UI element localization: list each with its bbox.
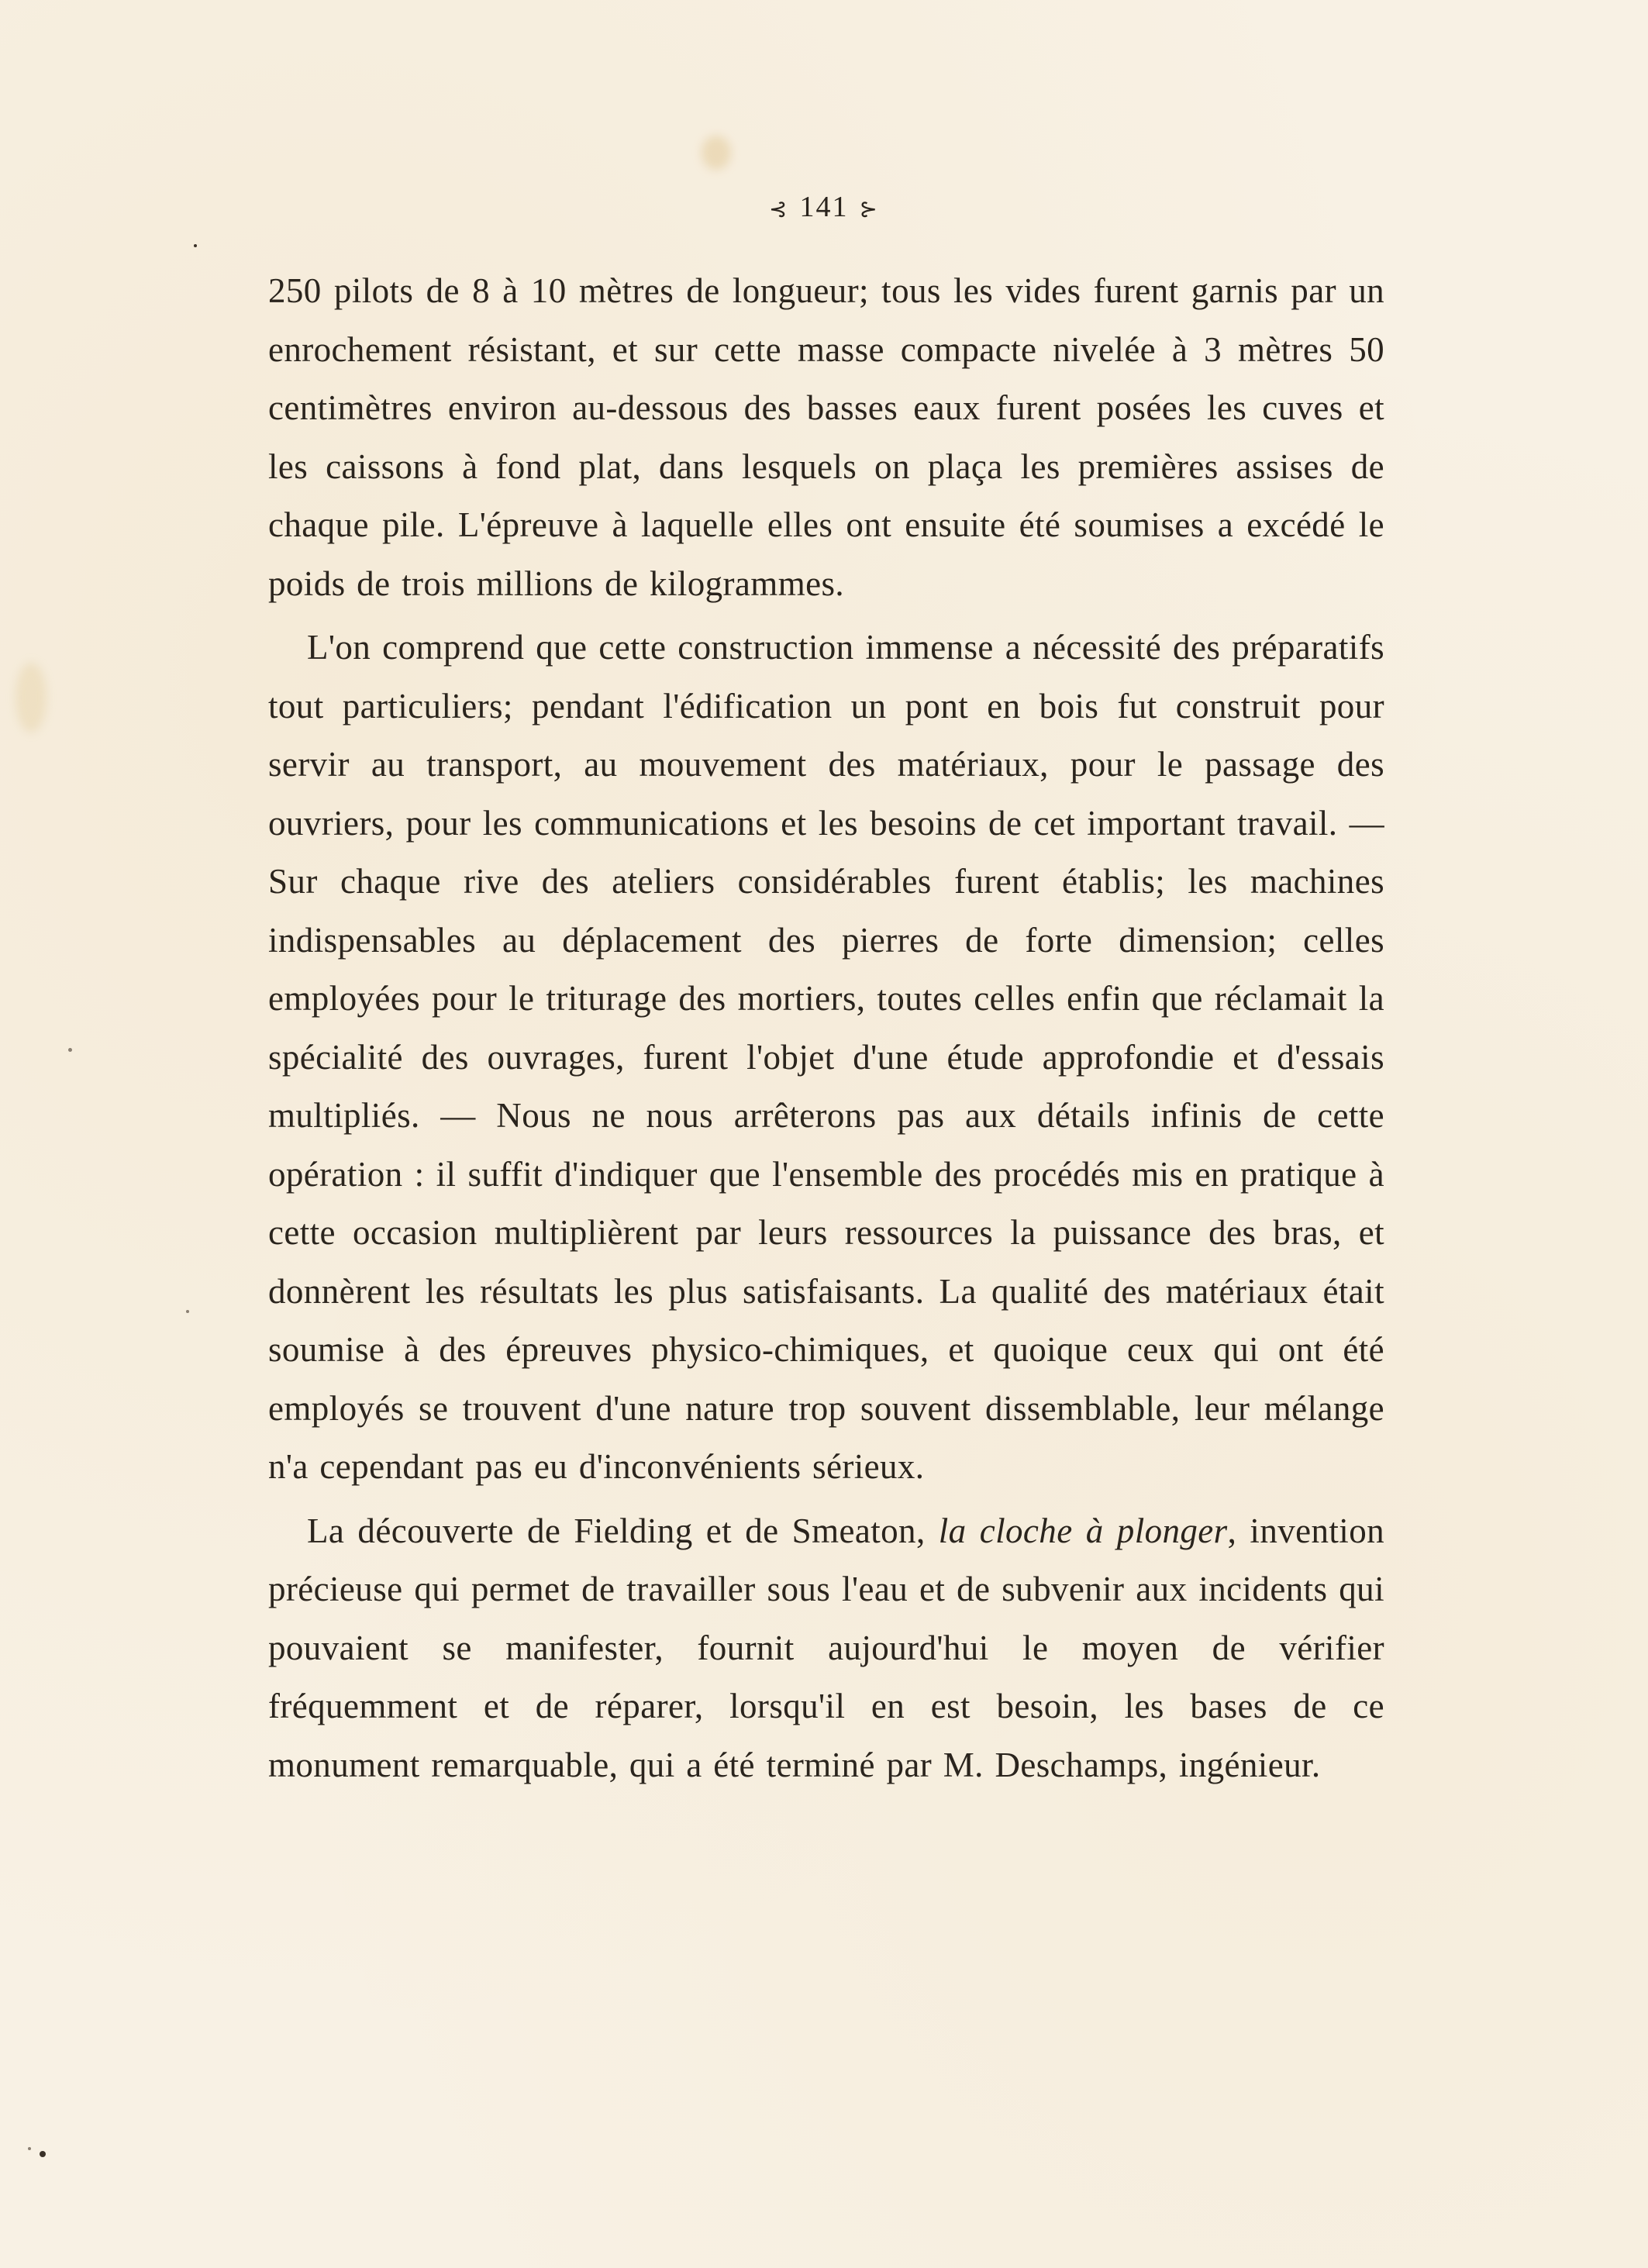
paper-speck [40, 2151, 46, 2157]
ornament-right-icon: ⊱ [859, 198, 879, 222]
paper-stain [702, 136, 731, 170]
paragraph-2 [268, 619, 1384, 1497]
page-number: 141 [799, 191, 849, 223]
page-header [0, 190, 1648, 224]
paper-stain [16, 663, 47, 732]
paragraph-text: , invention précieuse qui permet de travailler sous l'eau et de subvenir aux incidents qui pouvaient se manifester, fournit aujourd'hui le moyen de vérifier fréquemment et de réparer, lorsqu'il en est besoin, les bases de ce monument remarquable, qui a été terminé par M. Deschamps, ingénieur. [268, 1511, 1385, 1784]
paragraph-text: La découverte de Fielding et de Smeaton, [307, 1511, 939, 1550]
paragraph-3 [268, 1502, 1384, 1795]
paragraph-text: 250 pilots de 8 à 10 mètres de longueur; tous les vides furent garnis par un enrochement résistant, et sur cette masse compacte nivelée à 3 mètres 50 centimètres environ au-dessous des basses eaux furent posées les cuves et les caissons à fond plat, dans lesquels on plaça les premières assises de chaque pile. L'épreuve à laquelle elles ont ensuite été soumises a excédé le poids de trois millions de kilogrammes. [268, 271, 1384, 603]
paragraph-1 [268, 262, 1384, 613]
body-text [268, 262, 1384, 1794]
italic-phrase: la cloche à plonger [938, 1511, 1228, 1550]
paper-speck [68, 1048, 72, 1052]
paper-speck [28, 2147, 31, 2150]
paper-speck [194, 244, 197, 247]
paper-speck [186, 1310, 189, 1313]
paragraph-text: L'on comprend que cette construction immense a nécessité des préparatifs tout particuliers; pendant l'édification un pont en bois fut construit pour servir au transport, au mouvement des matériaux, pour le passage des ouvriers, pour les communications et les besoins de cet important travail. — Sur chaque rive des ateliers considérables furent établis; les machines indispensables au déplacement des pierres de forte dimension; celles employées pour le triturage des mortiers, toutes celles enfin que réclamait la spécialité des ouvrages, furent l'objet d'une étude approfondie et d'essais multipliés. — Nous ne nous arrêterons pas aux détails infinis de cette opération : il suffit d'indiquer que l'ensemble des procédés mis en pratique à cette occasion multiplièrent par leurs ressources la puissance des bras, et donnèrent les résultats les plus satisfaisants. La qualité des matériaux était soumise à des épreuves physico-chimiques, et quoique ceux qui ont été employés se trouvent d'une nature trop souvent dissemblable, leur mélange n'a cependant pas eu d'inconvénients sérieux. [268, 628, 1384, 1486]
ornament-left-icon: ⊰ [769, 198, 789, 222]
